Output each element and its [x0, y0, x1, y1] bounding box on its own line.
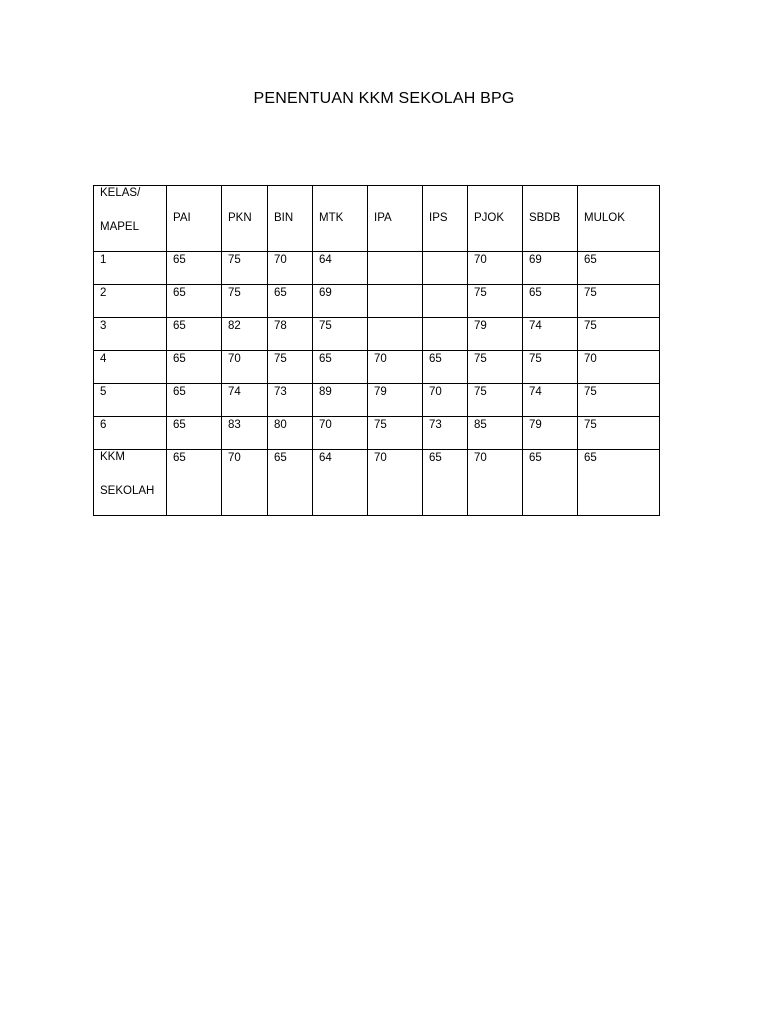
corner-header-cell [94, 186, 167, 252]
subject-header-bin: BIN [268, 186, 313, 252]
value-cell: 73 [423, 417, 468, 450]
value-cell: 65 [313, 351, 368, 384]
kelas-cell: 5 [94, 384, 167, 417]
value-cell: 82 [222, 318, 268, 351]
value-cell: 70 [313, 417, 368, 450]
value-cell [368, 318, 423, 351]
kkm-value-cell: 64 [313, 450, 368, 516]
value-cell [423, 285, 468, 318]
kelas-cell: 4 [94, 351, 167, 384]
value-cell: 75 [468, 384, 523, 417]
value-cell: 85 [468, 417, 523, 450]
value-cell [423, 252, 468, 285]
kelas-cell: 3 [94, 318, 167, 351]
kkm-label: KKM [100, 451, 125, 463]
value-cell: 79 [523, 417, 578, 450]
value-cell: 70 [423, 384, 468, 417]
value-cell: 65 [268, 285, 313, 318]
value-cell: 80 [268, 417, 313, 450]
table-row-kelas-3 [94, 318, 660, 351]
value-cell: 74 [523, 318, 578, 351]
kkm-table [93, 185, 660, 516]
value-cell: 65 [167, 318, 222, 351]
value-cell: 64 [313, 252, 368, 285]
value-cell: 89 [313, 384, 368, 417]
subject-header-ips: IPS [423, 186, 468, 252]
table-row-kelas-6 [94, 417, 660, 450]
value-cell: 75 [468, 351, 523, 384]
kelas-cell: 6 [94, 417, 167, 450]
value-cell: 74 [222, 384, 268, 417]
value-cell: 69 [313, 285, 368, 318]
sekolah-label: SEKOLAH [100, 484, 155, 497]
kkm-value-cell: 65 [423, 450, 468, 516]
value-cell: 78 [268, 318, 313, 351]
value-cell: 75 [268, 351, 313, 384]
value-cell: 70 [368, 351, 423, 384]
kelas-cell: 2 [94, 285, 167, 318]
table-row-kelas-5 [94, 384, 660, 417]
kkm-value-cell: 70 [468, 450, 523, 516]
value-cell: 75 [222, 285, 268, 318]
value-cell: 75 [578, 285, 660, 318]
value-cell: 65 [167, 417, 222, 450]
page-title: PENENTUAN KKM SEKOLAH BPG [253, 90, 515, 107]
value-cell: 74 [523, 384, 578, 417]
value-cell: 75 [578, 318, 660, 351]
kkm-value-cell: 65 [578, 450, 660, 516]
table-row-kelas-1 [94, 252, 660, 285]
value-cell: 65 [167, 285, 222, 318]
value-cell: 65 [167, 384, 222, 417]
value-cell: 70 [222, 351, 268, 384]
subject-header-mtk: MTK [313, 186, 368, 252]
value-cell: 75 [313, 318, 368, 351]
kkm-value-cell: 70 [368, 450, 423, 516]
subject-header-ipa: IPA [368, 186, 423, 252]
value-cell: 75 [468, 285, 523, 318]
kkm-sekolah-label-cell [94, 450, 167, 516]
corner-header-kelas: KELAS/ [100, 187, 141, 199]
value-cell: 65 [523, 285, 578, 318]
value-cell: 73 [268, 384, 313, 417]
table-row-kkm-sekolah [94, 450, 660, 516]
value-cell [368, 252, 423, 285]
corner-header-mapel: MAPEL [100, 220, 139, 233]
subject-header-sbdb: SBDB [523, 186, 578, 252]
value-cell: 79 [468, 318, 523, 351]
subject-header-pjok: PJOK [468, 186, 523, 252]
value-cell: 75 [523, 351, 578, 384]
value-cell: 69 [523, 252, 578, 285]
table-row-kelas-4 [94, 351, 660, 384]
value-cell: 70 [468, 252, 523, 285]
kkm-value-cell: 65 [268, 450, 313, 516]
value-cell: 75 [578, 384, 660, 417]
table-row-kelas-2 [94, 285, 660, 318]
kelas-cell: 1 [94, 252, 167, 285]
value-cell: 65 [167, 351, 222, 384]
value-cell: 75 [578, 417, 660, 450]
value-cell: 65 [578, 252, 660, 285]
subject-header-pai: PAI [167, 186, 222, 252]
value-cell: 79 [368, 384, 423, 417]
value-cell: 65 [167, 252, 222, 285]
subject-header-mulok: MULOK [578, 186, 660, 252]
kkm-value-cell: 65 [167, 450, 222, 516]
value-cell: 75 [368, 417, 423, 450]
value-cell [368, 285, 423, 318]
value-cell: 65 [423, 351, 468, 384]
value-cell: 83 [222, 417, 268, 450]
value-cell [423, 318, 468, 351]
value-cell: 70 [578, 351, 660, 384]
value-cell: 75 [222, 252, 268, 285]
kkm-value-cell: 70 [222, 450, 268, 516]
kkm-value-cell: 65 [523, 450, 578, 516]
subject-header-pkn: PKN [222, 186, 268, 252]
table-header-row [94, 186, 660, 252]
value-cell: 70 [268, 252, 313, 285]
